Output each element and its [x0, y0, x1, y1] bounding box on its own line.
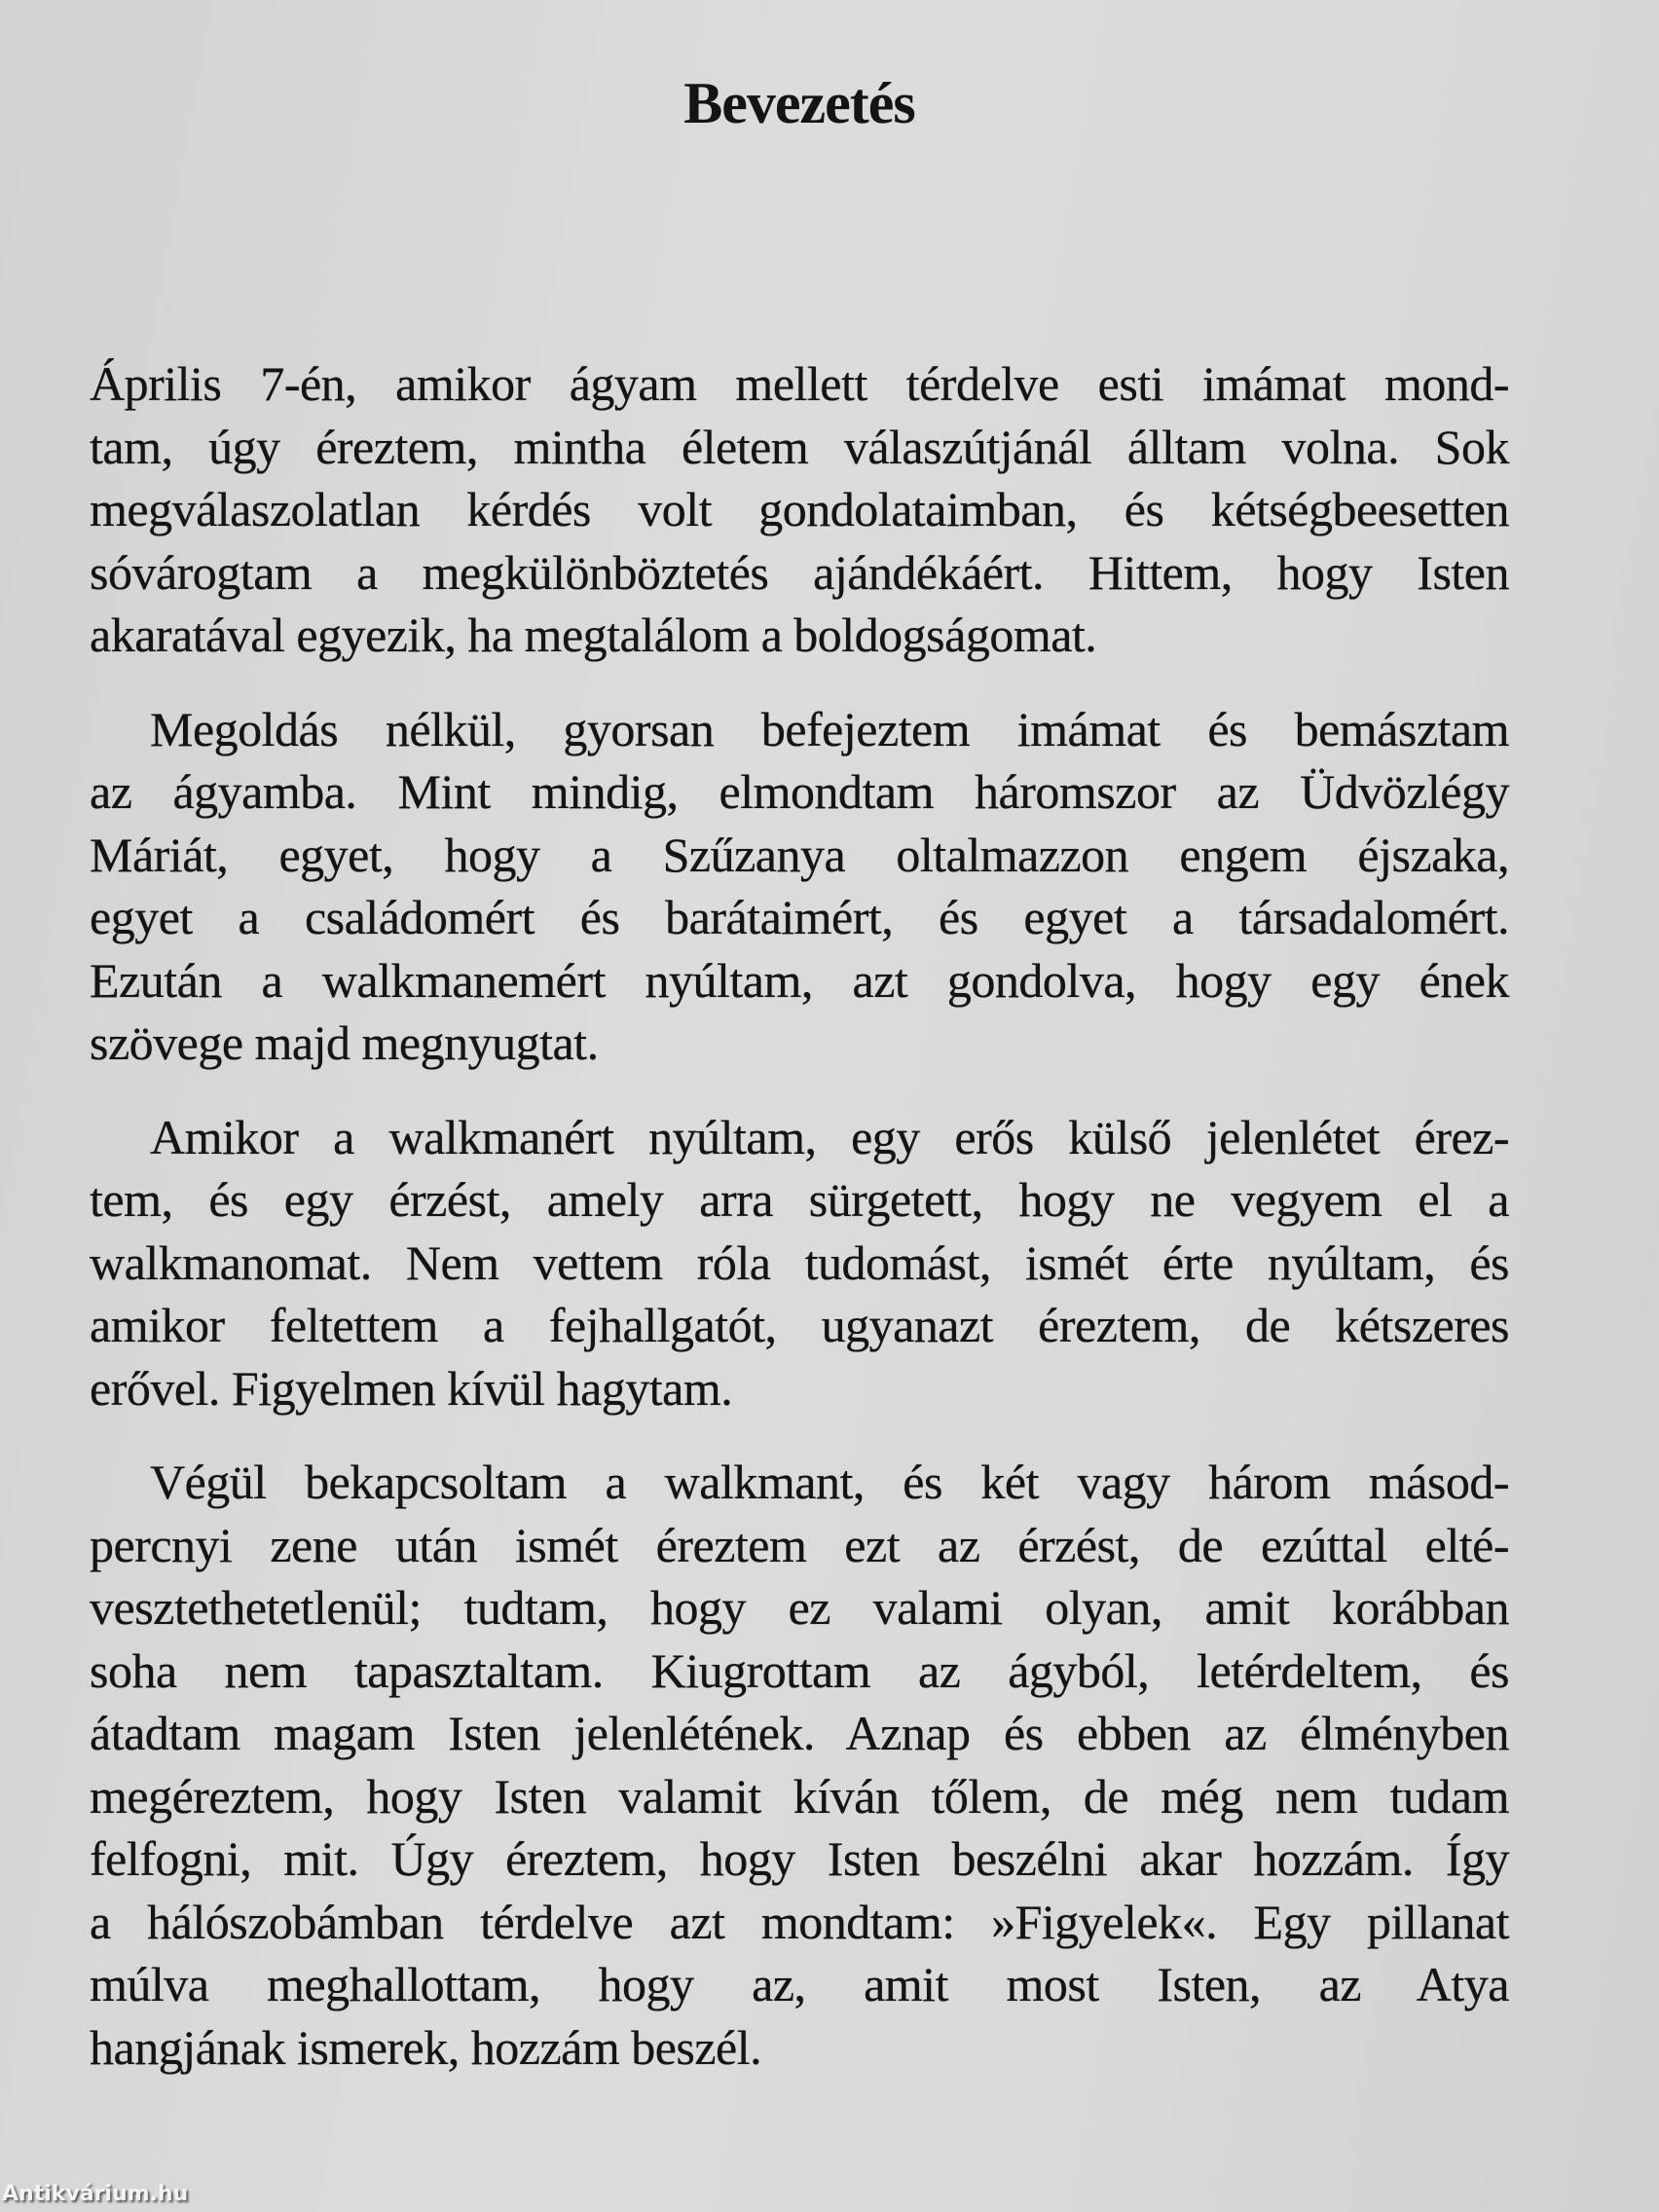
text-line: egyet a családomért és barátaimért, és egyet a társadalomért. — [90, 890, 1509, 944]
text-line: tem, és egy érzést, amely arra sürgetett, hogy ne vegyem el a — [90, 1172, 1509, 1227]
text-line: az ágyamba. Mint mindig, elmondtam háromszor az Üdvözlégy — [90, 764, 1509, 819]
text-line: Máriát, egyet, hogy a Szűzanya oltalmazzon engem éjszaka, — [90, 827, 1509, 882]
text-line: átadtam magam Isten jelenlétének. Aznap és ebben az élményben — [90, 1706, 1509, 1760]
paragraph — [90, 698, 1509, 1075]
chapter-body — [90, 352, 1509, 2110]
text-line: Végül bekapcsoltam a walkmant, és két vagy három másod- — [150, 1455, 1509, 1509]
text-line: amikor feltettem a fejhallgatót, ugyanazt éreztem, de kétszeres — [90, 1298, 1509, 1352]
text-line: Megoldás nélkül, gyorsan befejeztem imámat és bemásztam — [150, 701, 1509, 756]
paragraph — [90, 1451, 1509, 2079]
text-line: akaratával egyezik, ha megtalálom a boldogságomat. — [90, 608, 1097, 662]
text-line: tam, úgy éreztem, mintha életem válaszútjánál álltam volna. Sok — [90, 419, 1509, 474]
text-line: soha nem tapasztaltam. Kiugrottam az ágyból, letérdeltem, és — [90, 1642, 1509, 1698]
paragraph — [90, 352, 1509, 667]
text-line: szövege majd megnyugtat. — [90, 1015, 599, 1070]
text-line: megéreztem, hogy Isten valamit kíván tőlem, de még nem tudam — [90, 1768, 1509, 1824]
text-line: megválaszolatlan kérdés volt gondolataimban, és kétségbeesetten — [90, 482, 1509, 536]
text-line: erővel. Figyelmen kívül hagytam. — [90, 1360, 733, 1416]
text-line: vesztethetetlenül; tudtam, hogy ez valami olyan, amit korábban — [90, 1580, 1509, 1635]
text-line: Amikor a walkmanért nyúltam, egy erős külső jelenlétet érez- — [150, 1109, 1509, 1164]
text-line: walkmanomat. Nem vettem róla tudomást, ismét érte nyúltam, és — [90, 1235, 1509, 1290]
text-line: Április 7-én, amikor ágyam mellett térdelve esti imámat mond- — [90, 356, 1509, 411]
text-line: a hálószobámban térdelve azt mondtam: »Figyelek«. Egy pillanat — [90, 1894, 1509, 1949]
text-line: Ezután a walkmanemért nyúltam, azt gondolva, hogy egy ének — [90, 952, 1509, 1008]
text-line: hangjának ismerek, hozzám beszél. — [90, 2019, 762, 2075]
chapter-title: Bevezetés — [683, 71, 915, 135]
paragraph — [90, 1106, 1509, 1420]
text-line: múlva meghallottam, hogy az, amit most Isten, az Atya — [90, 1957, 1509, 2011]
text-line: percnyi zene után ismét éreztem ezt az érzést, de ezúttal elté- — [90, 1517, 1509, 1572]
text-line: felfogni, mit. Úgy éreztem, hogy Isten beszélni akar hozzám. Így — [90, 1831, 1509, 1886]
watermark: Antikvárium.hu — [2, 2182, 189, 2206]
text-line: sóvárogtam a megkülönböztetés ajándékáért. Hittem, hogy Isten — [90, 544, 1509, 600]
